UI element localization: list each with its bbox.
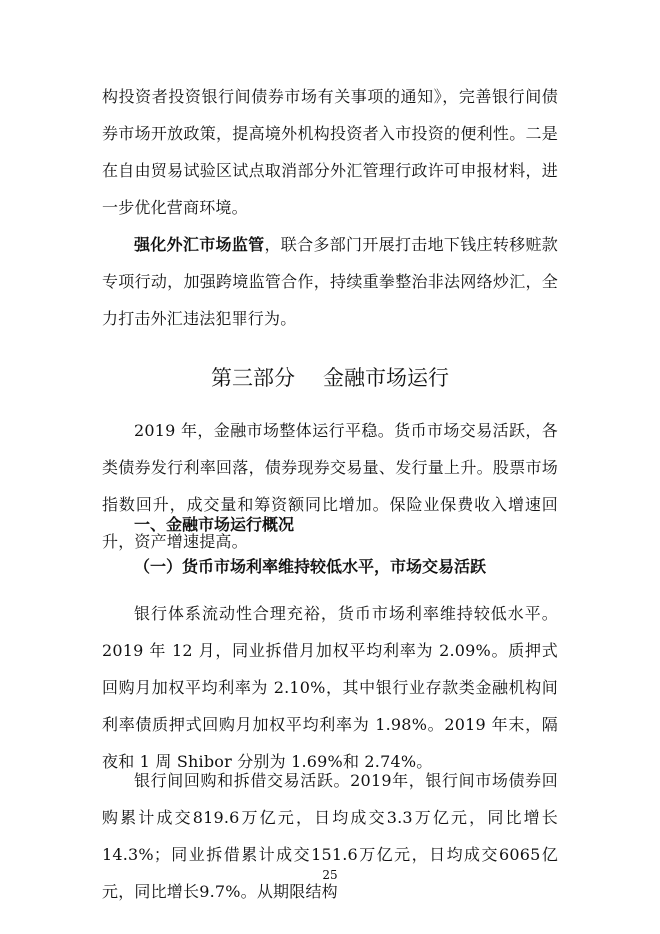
- paragraph-continued: 构投资者投资银行间债券市场有关事项的通知》，完善银行间债券市场开放政策，提高境外机构投资者入市投资的便利性。二是在自由贸易试验区试点取消部分外汇管理行政许可申报材料，进一步优化营商环境。: [102, 87, 558, 217]
- page-number: 25: [322, 868, 338, 882]
- heading-1-1: （一）货币市场利率维持较低水平，市场交易活跃: [134, 557, 487, 576]
- supervision-lead-bold: 强化外汇市场监管: [134, 235, 265, 254]
- section-title: [0, 362, 660, 392]
- paragraph-money-market-rates: 银行体系流动性合理充裕，货币市场利率维持较低水平。2019 年 12 月，同业拆借月加权平均利率为 2.09%。质押式回购月加权平均利率为 2.10%，其中银行业存款类金融机构间利率债质押式回购月加权平均利率为 1.98%。2019 年末，隔夜和 1 周 Shibor 分别为 1.69%和 2.74%。: [102, 604, 558, 771]
- heading-1: 一、金融市场运行概况: [134, 515, 295, 534]
- paragraph-repo-lending: 银行间回购和拆借交易活跃。2019年，银行间市场债券回购累计成交819.6万亿元，日均成交3.3万亿元，同比增长14.3%；同业拆借累计成交151.6万亿元，日均成交6065亿元，同比增长9.7%。从期限结构: [102, 771, 558, 901]
- section-title-part: 第三部分: [211, 366, 295, 390]
- paragraph-forex-supervision: [102, 226, 558, 337]
- section-title-name: 金融市场运行: [323, 366, 449, 390]
- supervision-rest: ，联合多部门开展打击地下钱庄转移赃款专项行动，加强跨境监管合作，持续重拳整治非法网络炒汇，全力打击外汇违法犯罪行为。: [102, 235, 558, 328]
- paragraph-market-overview: 2019 年，金融市场整体运行平稳。货币市场交易活跃，各类债券发行利率回落，债券现券交易量、发行量上升。股票市场指数回升，成交量和筹资额同比增加。保险业保费收入增速回升，资产增速提高。: [102, 421, 558, 551]
